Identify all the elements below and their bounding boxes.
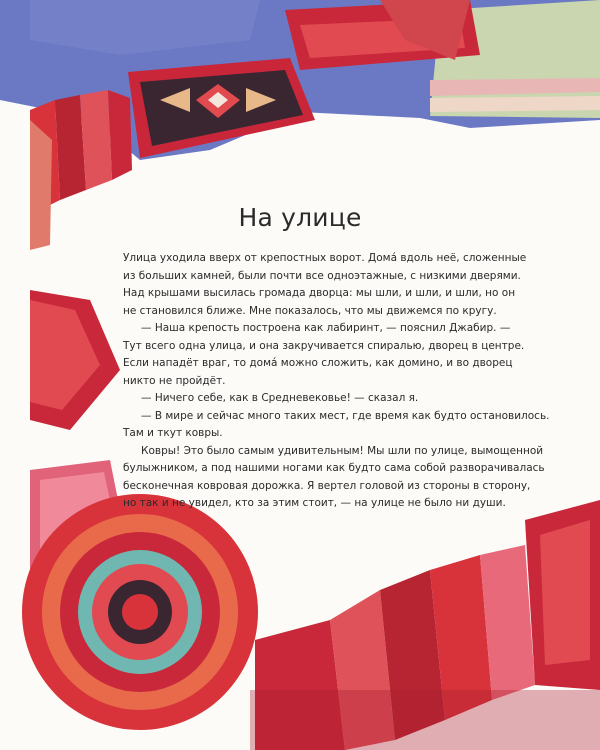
text-line: Если нападёт враг, то домá можно сложить, как домино, и во дворец: [123, 357, 513, 369]
text-line: — Ничего себе, как в Средневековье! — сказал я.: [141, 392, 419, 404]
text-line: булыжником, а под нашими ногами как будто сама собой разворачивалась: [123, 462, 545, 474]
bottom-shadow: [250, 690, 600, 750]
bottom-fold-6-inner: [540, 520, 590, 665]
text-line: Тут всего одна улица, и она закручивается спиралью, дворец в центре.: [123, 339, 525, 352]
text-line: бесконечная ковровая дорожка. Я вертел головой из стороны в сторону,: [123, 479, 531, 492]
text-line: Над крышами высилась громада дворца: мы шли, и шли, и шли, но он: [123, 287, 516, 299]
round-carpet: [22, 494, 258, 730]
text-line: из больших камней, были почти все одноэтажные, с низкими дверями.: [123, 269, 521, 282]
text-line: не становился ближе. Мне показалось, что мы движемся по кругу.: [123, 304, 497, 317]
chapter-heading: На улице: [238, 203, 362, 232]
body-text: [123, 250, 550, 513]
green-carpet-fringe-2: [430, 96, 600, 112]
text-line: но так и не увидел, кто за этим стоит, — на улице не было ни души.: [123, 497, 506, 509]
folded-strip-4: [108, 90, 132, 180]
text-line: никто не пройдёт.: [123, 374, 226, 387]
text-line: Ковры! Это было самым удивительным! Мы шли по улице, вымощенной: [141, 444, 544, 457]
text-line: — Наша крепость построена как лабиринт, — пояснил Джабир. —: [141, 322, 511, 334]
text-line: Улица уходила вверх от крепостных ворот. Домá вдоль неё, сложенные: [123, 252, 527, 264]
text-line: — В мире и сейчас много таких мест, где время как будто остановилось.: [141, 409, 550, 422]
text-line: Там и ткут ковры.: [123, 427, 223, 439]
